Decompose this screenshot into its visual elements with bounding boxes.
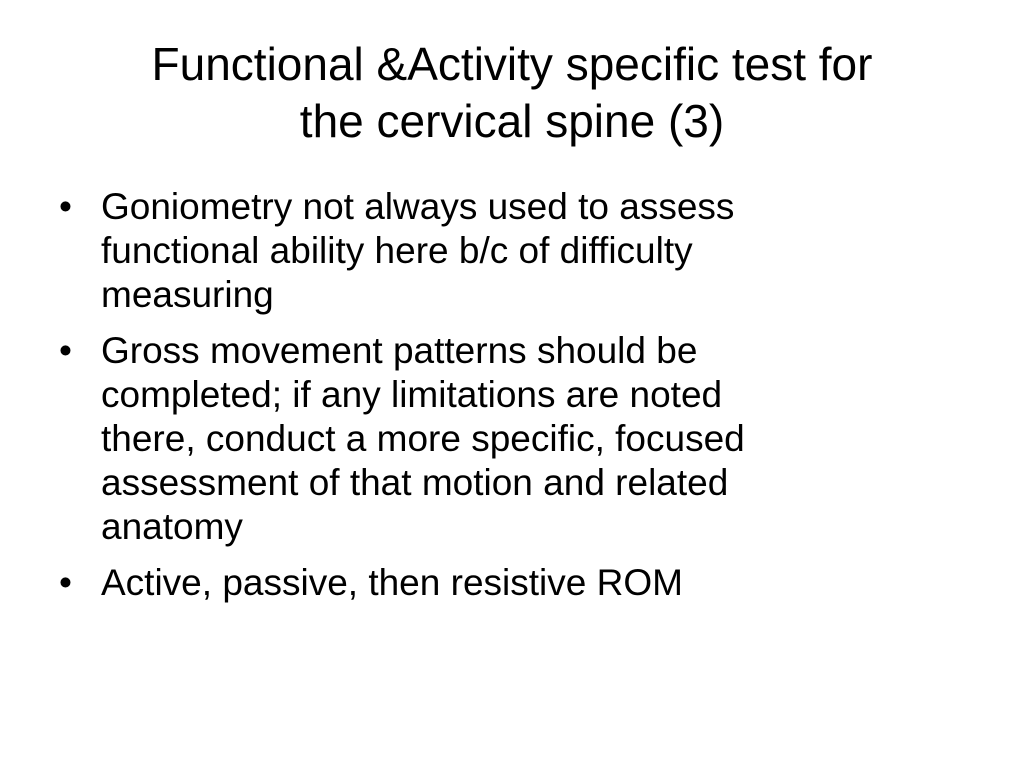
bullet-line: measuring [101,274,274,315]
bullet-item-goniometry [59,185,959,317]
bullet-line: Active, passive, then resistive ROM [101,562,683,603]
bullet-list [59,185,959,617]
bullet-icon: • [59,562,72,603]
bullet-line: anatomy [101,506,243,547]
bullet-line: Goniometry not always used to assess [101,186,735,227]
bullet-icon: • [59,186,72,227]
bullet-line: functional ability here b/c of difficulty [101,230,693,271]
bullet-icon: • [59,330,72,371]
slide-title [40,36,984,150]
bullet-line: Gross movement patterns should be [101,330,698,371]
bullet-item-rom [59,561,959,605]
bullet-line: completed; if any limitations are noted [101,374,723,415]
title-line-2: the cervical spine (3) [299,95,725,147]
title-line-1: Functional &Activity specific test for [151,38,873,90]
bullet-line: there, conduct a more specific, focused [101,418,745,459]
bullet-line: assessment of that motion and related [101,462,729,503]
bullet-item-gross-movement [59,329,959,549]
